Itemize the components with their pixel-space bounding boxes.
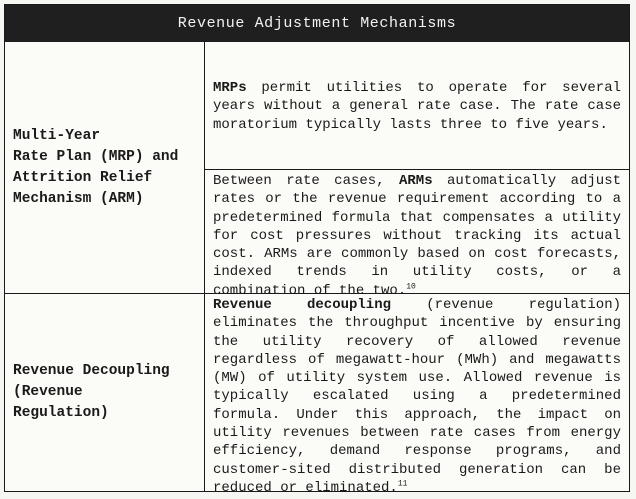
row-label-decoupling: Revenue Decoupling (Revenue Regulation): [13, 363, 170, 421]
decoupling-description: Revenue decoupling (revenue regulation) eliminates the throughput incentive by ensuring the utility recovery of allowed revenue regardless of megawatt-hour (MWh) and megawatts (MW) of utility system use. Allowed revenue is typically escalated using a predetermined formula. Under this approach, the impact on utility revenues between rate cases from energy efficiency, demand response programs, and customer-sited distributed generation can be reduced or eliminated.$^{11}$: [213, 297, 621, 496]
arm-description-cell: [205, 170, 629, 299]
mrp-description-cell: [205, 42, 629, 170]
row-description-area: [205, 42, 629, 299]
table-row-mrp-arm: [5, 42, 629, 299]
table-title: Revenue Adjustment Mechanisms: [177, 15, 457, 32]
arm-description: Between rate cases, ARMs automatically adjust rates or the revenue requirement according to a predetermined formula that compensates a utility for cost pressures without tracking its actual cost. ARMs are commonly based on cost forecasts, indexed trends in utility costs, or a combination of the two.$^{10}$: [213, 173, 621, 299]
footnote-ref-10: 10: [406, 282, 416, 292]
table-row-decoupling: [5, 294, 629, 496]
revenue-adjustment-table: [4, 4, 630, 496]
row-label-mrp-arm: Multi-Year Rate Plan (MRP) and Attrition Relief Mechanism (ARM): [13, 127, 179, 207]
mrp-description: MRPs permit utilities to operate for several years without a general rate case. The rate case moratorium typically lasts three to five years.: [213, 80, 621, 133]
row-label-cell: [5, 294, 205, 491]
footnote-ref-11: 11: [397, 479, 408, 489]
decoupling-description-cell: [205, 294, 629, 496]
table-header: [5, 5, 629, 42]
row-label-cell: [5, 42, 205, 293]
